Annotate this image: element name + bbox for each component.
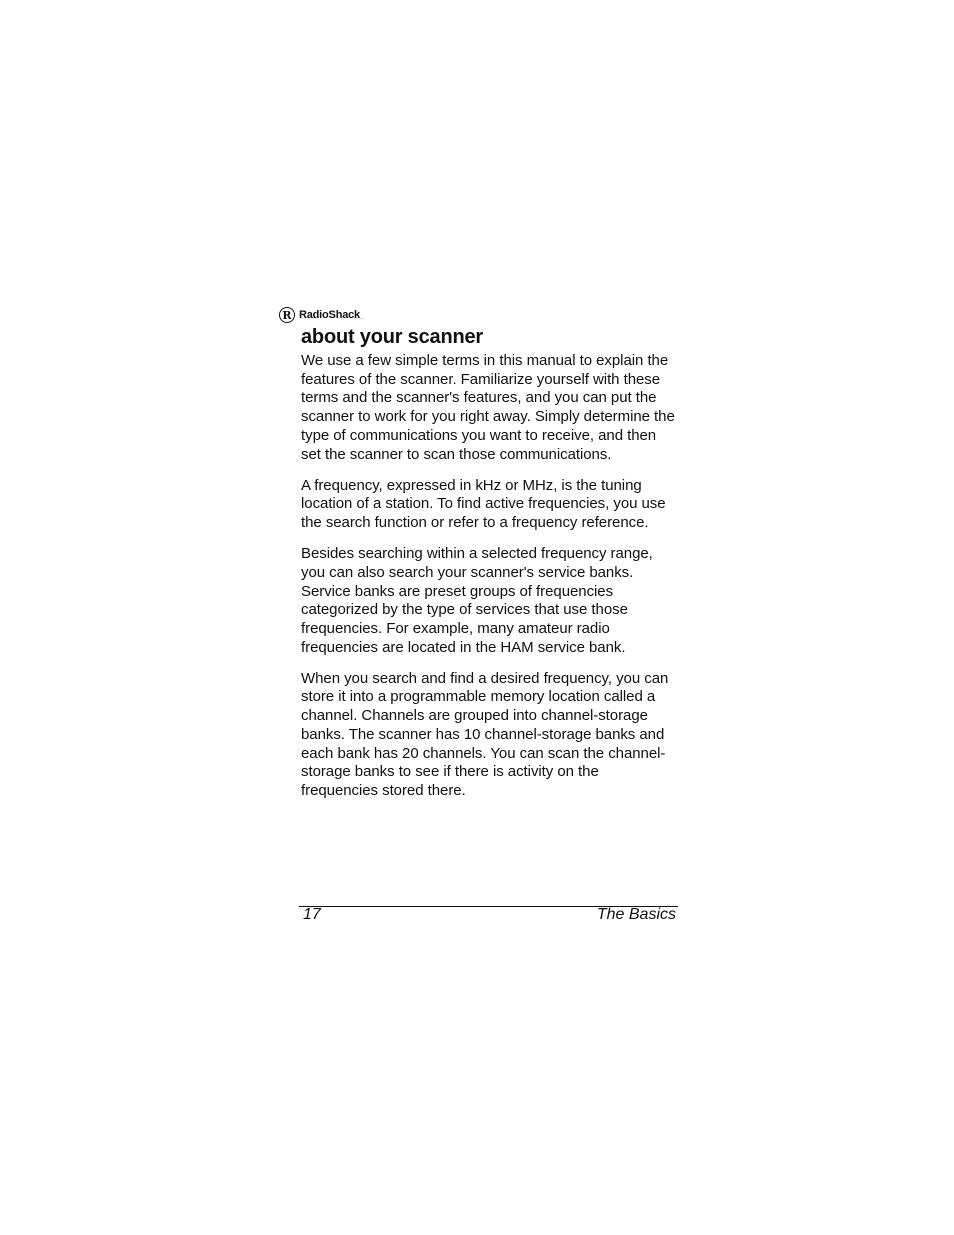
page-number: 17	[303, 906, 321, 923]
section-heading: about your scanner	[301, 326, 483, 348]
radioshack-wordmark: RadioShack	[299, 309, 360, 321]
radioshack-logo	[279, 306, 363, 324]
paragraph-intro: We use a few simple terms in this manual to explain the features of the scanner. Familiarize yourself with these terms and the scanner's features, and you can put the scanner to work for you right away. Simply determine the type of communications you want to receive, and then set the scanner to scan those communications.	[301, 352, 675, 463]
section-title: The Basics	[596, 906, 676, 923]
radioshack-wordmark-dot: .	[360, 314, 363, 321]
paragraph-service-banks: Besides searching within a selected frequency range, you can also search your scanner's service banks. Service banks are preset groups of frequencies categorized by the type of services that use those frequencies. For example, many amateur radio frequencies are located in the HAM service bank.	[301, 545, 653, 656]
body-text	[301, 352, 679, 813]
paragraph-channels: When you search and find a desired frequency, you can store it into a programmable memory location called a channel. Channels are grouped into channel-storage banks. The scanner has 10 channel-storage banks and each bank has 20 channels. You can scan the channel-storage banks to see if there is activity on the frequencies stored there.	[301, 669, 669, 799]
paragraph-frequency: A frequency, expressed in kHz or MHz, is the tuning location of a station. To find active frequencies, you use the search function or refer to a frequency reference.	[301, 476, 666, 532]
radioshack-r-mark-icon: R	[279, 307, 295, 323]
